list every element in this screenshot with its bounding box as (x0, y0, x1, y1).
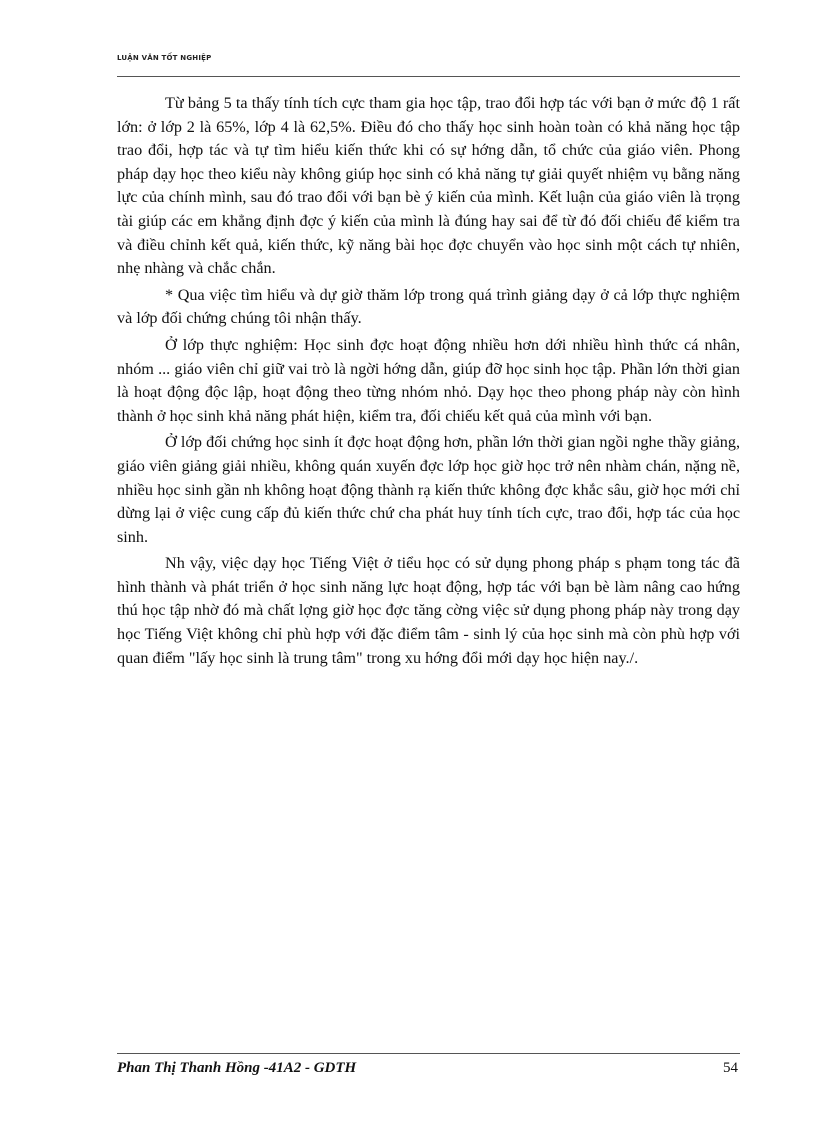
paragraph-control-class: Ở lớp đối chứng học sinh ít đợc hoạt động hơn, phần lớn thời gian ngồi nghe thầy giảng, giáo viên giảng giải nhiều, không quán xuyến đợc lớp học giờ học trở nên nhàm chán, nặng nề, nhiều học sinh gần nh không hoạt động thành rạ kiến thức không đợc khắc sâu, giờ học mới chỉ dừng lại ở việc cung cấp đủ kiến thức chứ cha phát huy tính tích cực, trao đổi, hợp tác của học sinh. (117, 433, 740, 546)
paragraph-experimental-class: Ở lớp thực nghiệm: Học sinh đợc hoạt động nhiều hơn dới nhiều hình thức cá nhân, nhóm ... giáo viên chỉ giữ vai trò là ngời hớng dẫn, giúp đỡ học sinh học tập. Phần lớn thời gian là hoạt động độc lập, hoạt động theo từng nhóm nhỏ. Dạy học theo phong pháp này còn hình thành ở học sinh khả năng phát hiện, kiểm tra, đối chiếu kết quả của mình với bạn. (117, 335, 740, 425)
footer-author: Phan Thị Thanh Hồng -41A2 - GDTH (117, 1060, 357, 1076)
page-header (117, 50, 740, 77)
document-body (117, 92, 740, 673)
page-number: 54 (723, 1060, 738, 1076)
paragraph-observation-intro: * Qua việc tìm hiểu và dự giờ thăm lớp trong quá trình giảng dạy ở cả lớp thực nghiệm và lớp đối chứng chúng tôi nhận thấy. (117, 285, 740, 328)
page-footer (117, 1053, 740, 1084)
header-title: LUẬN VĂN TỐT NGHIỆP (117, 54, 212, 62)
paragraph-table5-analysis: Từ bảng 5 ta thấy tính tích cực tham gia học tập, trao đổi hợp tác với bạn ở mức độ 1 rất lớn: ở lớp 2 là 65%, lớp 4 là 62,5%. Điều đó cho thấy học sinh hoàn toàn có khả năng học tập trao đổi, hợp tác và tự tìm hiểu kiến thức khi có sự hớng dẫn, tổ chức của giáo viên. Phong pháp dạy học theo kiểu này không giúp học sinh có khả năng tự giải quyết nhiệm vụ bằng năng lực của chính mình, sau đó trao đổi với bạn bè ý kiến của mình. Kết luận của giáo viên là trọng tài giúp các em khẳng định đợc ý kiến của mình là đúng hay sai để từ đó đối chiếu để kiểm tra và điều chỉnh kết quả, kiến thức, kỹ năng bài học đợc chuyển vào học sinh một cách tự nhiên, nhẹ nhàng và chắc chắn. (117, 94, 740, 278)
paragraph-conclusion: Nh vậy, việc dạy học Tiếng Việt ở tiểu học có sử dụng phong pháp s phạm tong tác đã hình thành và phát triển ở học sinh năng lực hoạt động, hợp tác với bạn bè làm nâng cao hứng thú học tập nhờ đó mà chất lợng giờ học đợc tăng cờng việc sử dụng phong pháp này trong dạy học Tiếng Việt không chỉ phù hợp với đặc điểm tâm - sinh lý của học sinh mà còn phù hợp với quan điểm "lấy học sinh là trung tâm" trong xu hớng đổi mới dạy học hiện nay./. (117, 554, 740, 667)
